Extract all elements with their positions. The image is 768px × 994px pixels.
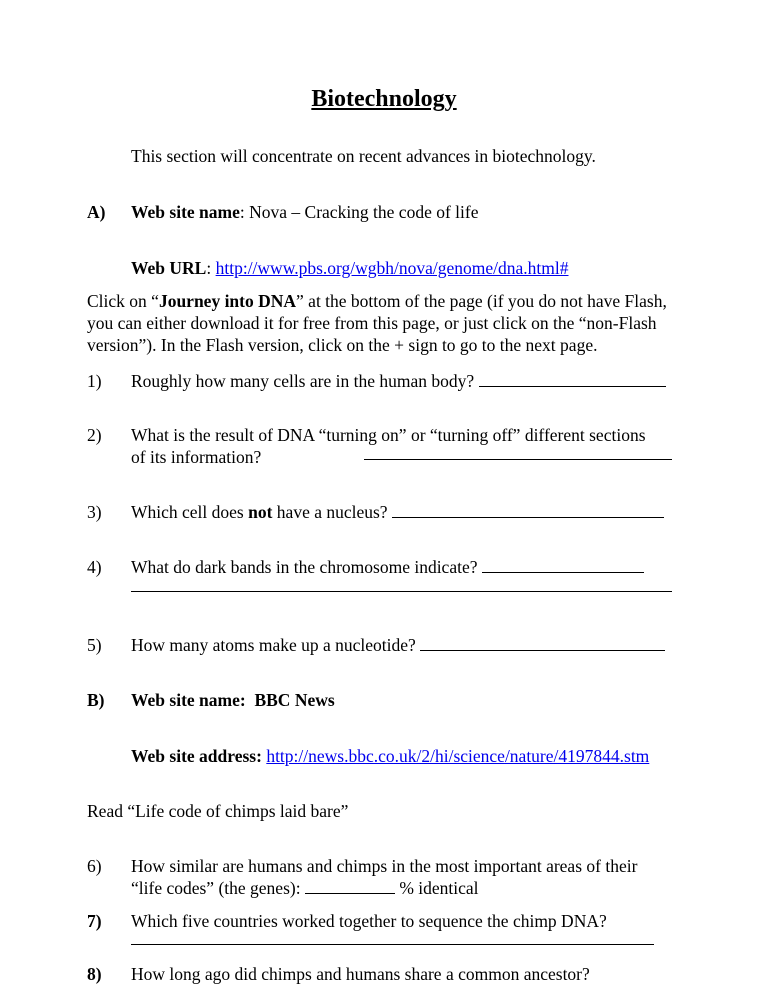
question-1-number: 1) (87, 371, 102, 391)
question-5-text: How many atoms make up a nucleotide? (131, 635, 416, 655)
section-a-site-name (131, 201, 479, 223)
section-b-read-line: Read “Life code of chimps laid bare” (87, 801, 349, 821)
answer-3-blank[interactable] (392, 502, 664, 518)
question-4-number: 4) (87, 557, 102, 577)
instr-part-1: Click on “ (87, 291, 159, 311)
question-6 (131, 855, 651, 899)
answer-4-blank-a[interactable] (482, 557, 644, 573)
answer-6-blank[interactable] (305, 878, 395, 894)
intro-text: This section will concentrate on recent advances in biotechnology. (131, 146, 596, 166)
question-4-text: What do dark bands in the chromosome indicate? (131, 557, 478, 577)
question-1 (131, 370, 666, 392)
answer-4-blank-b[interactable] (131, 576, 672, 592)
question-8 (131, 963, 590, 985)
section-a-url-line (131, 257, 569, 279)
address-label: Web site address: (131, 746, 262, 766)
question-3-text-pre: Which cell does (131, 502, 249, 522)
question-3 (131, 501, 664, 523)
url-sep: : (206, 258, 216, 278)
section-b-address-line (131, 745, 649, 767)
question-7-number: 7) (87, 911, 102, 931)
bbc-url-link[interactable]: http://news.bbc.co.uk/2/hi/science/nature/4197844.stm (266, 746, 650, 766)
question-4 (131, 556, 644, 578)
journey-into-dna-text: Journey into DNA (158, 291, 297, 311)
section-a-label: A) (87, 202, 106, 222)
question-1-text: Roughly how many cells are in the human body? (131, 371, 475, 391)
answer-1-blank[interactable] (479, 371, 666, 387)
page-title: Biotechnology (311, 86, 457, 112)
question-6-text: How similar are humans and chimps in the most important areas of their “life codes” (the genes): (131, 856, 638, 898)
answer-2-blank[interactable] (364, 444, 672, 460)
section-a-instructions (87, 290, 687, 356)
question-2-text: What is the result of DNA “turning on” or “turning off” different sections of its information? (131, 425, 646, 467)
question-8-number: 8) (87, 964, 102, 984)
section-b-site-name: Web site name: BBC News (131, 690, 335, 710)
answer-5-blank[interactable] (420, 635, 665, 651)
site-name-label: Web site name (131, 202, 240, 222)
question-5 (131, 634, 665, 656)
section-b-label: B) (87, 690, 105, 710)
instr-part-2: ” at the bottom of the page (if you do not have Flash, you can either download it for free from this page, or just click on the “non-Flash version”). In the Flash version, click on the + sign to go to the next page. (87, 291, 667, 355)
url-label: Web URL (131, 258, 207, 278)
question-7-text: Which five countries worked together to sequence the chimp DNA? (131, 911, 607, 931)
question-8-text: How long ago did chimps and humans share a common ancestor? (131, 964, 590, 984)
site-name-value: : Nova – Cracking the code of life (239, 202, 479, 222)
question-3-text-bold: not (248, 502, 273, 522)
question-6-number: 6) (87, 856, 102, 876)
nova-url-link[interactable]: http://www.pbs.org/wgbh/nova/genome/dna.html# (215, 258, 569, 278)
question-2-number: 2) (87, 425, 102, 445)
question-5-number: 5) (87, 635, 102, 655)
answer-7-blank[interactable] (131, 929, 654, 945)
question-3-text-post: have a nucleus? (272, 502, 388, 522)
question-6-percent-label: % identical (399, 878, 479, 898)
question-3-number: 3) (87, 502, 102, 522)
